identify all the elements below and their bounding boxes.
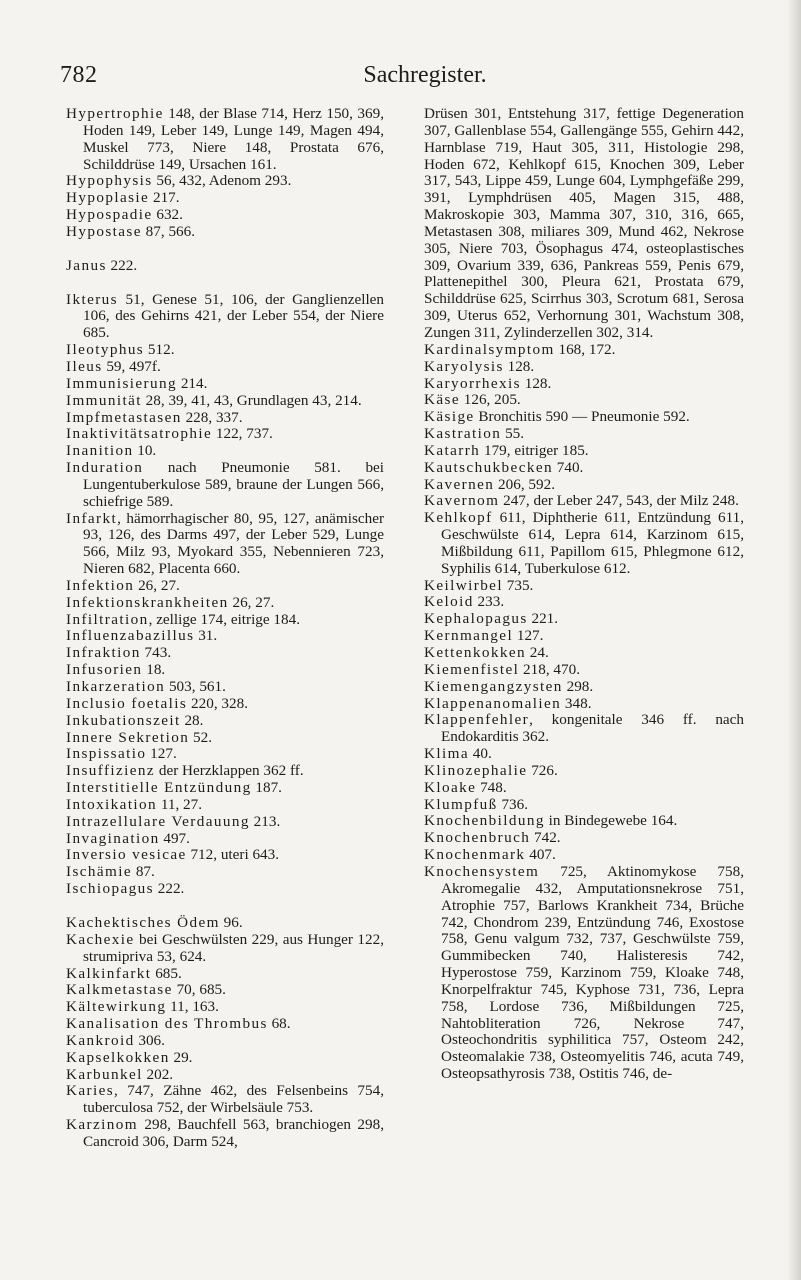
index-entry-term: Impfmetastasen <box>66 408 182 426</box>
index-entry-refs: bei Geschwülsten 229, aus Hunger 122, strumipriva 53, 624. <box>83 930 384 965</box>
index-entry <box>424 696 744 713</box>
index-entry <box>66 578 384 595</box>
index-entry-term: Kavernen <box>424 475 495 493</box>
index-entry-refs: 51, Genese 51, 106, der Ganglienzellen 106, des Gehirns 421, der Leber 554, der Niere 685. <box>83 290 384 342</box>
index-entry-term: Kardinalsymptom <box>424 340 555 358</box>
index-entry <box>424 594 744 611</box>
index-entry-term: Käsige <box>424 408 475 426</box>
index-entry <box>66 207 384 224</box>
index-entry <box>424 662 744 679</box>
index-entry-term: Inversio vesicae <box>66 846 187 864</box>
index-entry-refs: , hämorrhagischer 80, 95, 127, anämischer 93, 126, des Darms 497, der Leber 529, Lunge 566, Milz 93, Myokard 355, Nebennieren 723, Nieren 682, Placenta 660. <box>83 509 384 578</box>
index-entry-refs: 126, 205. <box>459 391 521 409</box>
index-entry <box>424 763 744 780</box>
index-entry-term: Influenzabazillus <box>66 627 195 645</box>
index-entry-refs: 52. <box>189 728 212 746</box>
index-entry-refs: 407. <box>525 846 556 864</box>
index-entry <box>66 797 384 814</box>
index-entry-refs: 187. <box>251 779 282 797</box>
index-entry-refs: 685. <box>151 964 182 982</box>
index-entry <box>424 493 744 510</box>
index-entry <box>424 359 744 376</box>
index-entry-term: Kehlkopf <box>424 509 493 527</box>
index-entry-refs: 228, 337. <box>181 408 243 426</box>
index-entry-refs: 736. <box>497 795 529 813</box>
index-entry-refs: in Bindegewebe 164. <box>544 812 678 830</box>
index-entry-term: Insuffizienz <box>66 762 156 780</box>
index-entry-refs: 148, der Blase 714, Herz 150, 369, Hoden 149, Leber 149, Lunge 149, Magen 494, Muskel 773, Niere 148, Prostata 676, Schilddrüse 149, Ursachen 161. <box>83 105 384 173</box>
index-entry-term: Immunität <box>66 391 142 409</box>
index-entry-refs: 725, Aktinomykose 758, Akromegalie 432, Amputationsnekrose 751, Atrophie 757, Barlows Krankheit 734, Brüche 742, Chondrom 239, Entzündung 746, Exostose 758, Genu valgum 732, 737, Geschwülste 759, Gummibecken 740, Halisteresis 742, Hyperostose 759, Karzinom 759, Kloake 748, Knorpelfraktur 745, Kyphose 731, 736, Lepra 758, Lordose 736, Mißbildungen 725, Nahtobliteration 726, Nekrose 747, Osteochondritis syphilitica 757, Osteom 242, Osteomalakie 738, Osteomyelitis 746, acuta 749, Osteopsathyrosis 738, Ostitis 746, de- <box>441 862 744 1083</box>
section-gap <box>66 898 384 915</box>
index-entry <box>66 292 384 343</box>
index-entry-refs: 68. <box>267 1015 291 1033</box>
index-entry-refs: 55. <box>501 425 525 443</box>
index-entry <box>424 460 744 477</box>
index-entry <box>424 443 744 460</box>
index-entry <box>66 1067 384 1084</box>
index-entry <box>66 612 384 629</box>
index-entry-term: Innere Sekretion <box>66 728 190 746</box>
index-entry <box>424 392 744 409</box>
index-entry-refs: 740. <box>552 458 584 476</box>
index-entry-refs: 735. <box>502 576 534 594</box>
index-entry-refs: 213. <box>249 812 281 830</box>
index-entry <box>424 477 744 494</box>
index-entry <box>424 847 744 864</box>
index-entry-refs: 29. <box>169 1048 193 1066</box>
index-entry-refs: 217. <box>149 189 180 207</box>
index-entry <box>66 645 384 662</box>
index-entry <box>66 831 384 848</box>
index-entry-refs: 26, 27. <box>134 576 180 594</box>
index-entry <box>66 763 384 780</box>
index-entry <box>424 426 744 443</box>
index-entry <box>424 628 744 645</box>
index-entry-refs: 127. <box>513 627 544 645</box>
index-entry-refs: 70, 685. <box>172 981 226 999</box>
index-entry-term: Hypospadie <box>66 206 153 224</box>
index-entry-term: Ileotyphus <box>66 341 145 359</box>
index-entry-refs: 128. <box>520 374 552 392</box>
index-entry-term: Inaktivitätsatrophie <box>66 425 213 443</box>
index-entry-refs: 11, 163. <box>166 998 219 1016</box>
index-entry-term: Induration <box>66 459 144 477</box>
index-entry-refs: 11, 27. <box>157 795 203 813</box>
index-entry <box>66 662 384 679</box>
index-entry-refs: 512. <box>144 341 175 359</box>
index-entry-refs: nach Pneumonie 581. bei Lungentuberkulose 589, braune der Lungen 566, schiefrige 589. <box>83 459 384 510</box>
index-entry-refs: 31. <box>194 627 218 645</box>
index-entry <box>66 224 384 241</box>
index-entry <box>66 460 384 511</box>
index-entry-term: Intoxikation <box>66 795 158 813</box>
index-entry <box>66 1117 384 1151</box>
index-entry-term: Hypophysis <box>66 172 153 190</box>
index-entry <box>66 915 384 932</box>
page-edge-shadow <box>787 0 801 1280</box>
index-entry-term: Infarkt <box>66 509 118 527</box>
index-entry <box>66 847 384 864</box>
index-entry-refs: 59, 497f. <box>102 357 161 375</box>
index-entry <box>66 628 384 645</box>
index-entry-term: Inanition <box>66 442 134 460</box>
index-entry-term: Klinozephalie <box>424 761 528 779</box>
index-entry <box>66 106 384 173</box>
index-entry-term: Karzinom <box>66 1116 138 1134</box>
index-entry-refs: 87. <box>132 863 155 881</box>
index-entry-term: Klima <box>424 745 469 763</box>
index-entry-term: Kloake <box>424 778 477 796</box>
index-entry-refs: , kongenitale 346 ff. nach Endokarditis 362. <box>441 711 744 746</box>
index-entry <box>66 679 384 696</box>
index-entry <box>66 864 384 881</box>
index-entry <box>424 797 744 814</box>
index-entry <box>66 190 384 207</box>
index-entry-refs: 28, 39, 41, 43, Grundlagen 43, 214. <box>141 391 362 409</box>
index-entry-refs: 56, 432, Adenom 293. <box>152 172 292 190</box>
index-entry <box>424 106 744 342</box>
index-entry-refs: 748. <box>476 778 507 796</box>
index-entry-term: Kachexie <box>66 930 135 948</box>
index-entry-term: Karyolysis <box>424 357 504 375</box>
index-entry-refs: 221. <box>527 610 559 628</box>
index-entry-refs: 497. <box>159 829 190 847</box>
index-entry-refs: Drüsen 301, Entstehung 317, fettige Degeneration 307, Gallenblase 554, Gallengänge 555, Gehirn 442, Harnblase 719, Haut 305, 311, Histologie 298, Hoden 672, Kehlkopf 615, Knochen 309, Leber 317, 543, Lippe 459, Lunge 604, Lymphgefäße 299, 391, Lymphdrüsen 405, Magen 315, 488, Makroskopie 303, Mamma 307, 310, 316, 665, Metastasen 308, miliares 309, Mund 462, Nekrose 305, Niere 703, Ösophagus 474, osteoplastisches 309, Ovarium 339, 636, Pankreas 559, Penis 679, Plattenepithel 300, Pleura 621, Prostata 679, Schilddrüse 625, Scirrhus 303, Scrotum 681, Serosa 309, Uterus 652, Verhornung 301, Wachstum 308, Zungen 311, Zylinderzellen 302, 314. <box>424 105 744 341</box>
index-entry-term: Hypoplasie <box>66 189 150 207</box>
index-entry <box>66 730 384 747</box>
index-entry-term: Interstitielle Entzündung <box>66 779 252 797</box>
index-entry-term: Kachektisches Ödem <box>66 913 220 931</box>
index-entry-refs: 632. <box>152 206 183 224</box>
section-gap <box>66 275 384 292</box>
index-entry-term: Infiltration <box>66 610 149 628</box>
index-entry-refs: 298, Bauchfell 563, branchiogen 298, Cancroid 306, Darm 524, <box>83 1116 384 1150</box>
index-entry-term: Karies <box>66 1082 115 1100</box>
index-entry-refs: 306. <box>134 1031 165 1049</box>
index-entry <box>424 864 744 1083</box>
index-entry <box>66 696 384 713</box>
index-entry-refs: 503, 561. <box>165 678 226 695</box>
index-entry <box>424 376 744 393</box>
index-entry-term: Kiemenfistel <box>424 660 520 678</box>
index-entry <box>66 511 384 578</box>
index-entry-refs: 726. <box>527 761 558 779</box>
index-entry-refs: 247, der Leber 247, 543, der Milz 248. <box>499 492 739 510</box>
index-entry-term: Inkubationszeit <box>66 711 181 729</box>
index-entry-term: Klumpfuß <box>424 795 498 813</box>
index-entry-refs: 222. <box>153 880 185 898</box>
running-title: Sachregister. <box>363 62 487 88</box>
index-entry-term: Kältewirkung <box>66 998 167 1016</box>
index-entry-refs: 10. <box>133 442 157 460</box>
index-entry <box>66 780 384 797</box>
index-entry-refs: 743. <box>140 644 172 662</box>
index-entry-term: Kernmangel <box>424 627 514 645</box>
index-entry-refs: , 747, Zähne 462, des Felsenbeins 754, tuberculosa 752, der Wirbelsäule 753. <box>83 1082 384 1117</box>
index-entry <box>66 393 384 410</box>
index-entry-term: Karyorrhexis <box>424 374 521 392</box>
index-entry <box>424 611 744 628</box>
index-entry-term: Infraktion <box>66 644 141 662</box>
index-column-right <box>424 106 744 1083</box>
index-entry-term: Kautschukbecken <box>424 458 553 476</box>
index-entry-term: Knochenbruch <box>424 829 531 847</box>
index-entry-term: Kavernom <box>424 492 500 510</box>
index-entry-term: Intrazellulare Verdauung <box>66 812 250 830</box>
index-entry-refs: 214. <box>177 374 208 392</box>
index-entry-refs: Bronchitis 590 — Pneumonie 592. <box>474 408 690 426</box>
index-entry <box>66 359 384 376</box>
index-entry <box>424 813 744 830</box>
index-entry-refs: 127. <box>146 745 177 763</box>
index-entry <box>66 999 384 1016</box>
index-entry <box>66 595 384 612</box>
index-entry-refs: 611, Diphtherie 611, Entzündung 611, Geschwülste 614, Lepra 614, Karzinom 615, Mißbildung 611, Papillom 615, Phlegmone 612, Syphilis 614, Tuberkulose 612. <box>441 509 744 577</box>
index-entry-refs: 233. <box>473 593 505 611</box>
index-entry-refs: 24. <box>526 644 549 661</box>
index-entry <box>424 679 744 696</box>
index-entry <box>66 966 384 983</box>
index-entry-term: Karbunkel <box>66 1065 143 1083</box>
page-header <box>60 62 780 92</box>
index-column-left <box>66 106 384 1151</box>
index-entry-refs: 742. <box>530 829 561 847</box>
index-entry-term: Infektion <box>66 576 135 594</box>
index-entry-term: Knochenbildung <box>424 812 545 830</box>
index-entry <box>424 712 744 746</box>
index-entry-term: Kapselkokken <box>66 1048 170 1066</box>
index-entry <box>424 645 744 662</box>
index-entry <box>66 426 384 443</box>
index-entry <box>424 780 744 797</box>
index-entry-refs: 298. <box>562 677 594 695</box>
index-entry <box>66 1083 384 1117</box>
index-entry <box>66 982 384 999</box>
section-gap <box>66 241 384 258</box>
index-entry <box>66 1016 384 1033</box>
index-entry <box>424 510 744 577</box>
index-entry-term: Klappenanomalien <box>424 694 562 712</box>
index-entry-term: Inkarzeration <box>66 678 166 695</box>
index-entry <box>66 342 384 359</box>
index-entry-term: Hypertrophie <box>66 105 164 122</box>
index-entry-term: Kanalisation des Thrombus <box>66 1015 268 1033</box>
index-entry-refs: 712, uteri 643. <box>186 846 280 864</box>
index-entry-refs: 26, 27. <box>228 593 275 611</box>
index-entry-term: Kiemengangzysten <box>424 677 563 695</box>
index-entry-refs: 40. <box>468 745 492 763</box>
index-entry <box>66 173 384 190</box>
index-entry-refs: 218, 470. <box>519 660 580 678</box>
index-entry <box>66 713 384 730</box>
index-entry <box>424 578 744 595</box>
index-entry <box>66 443 384 460</box>
index-entry-refs: 28. <box>180 711 204 729</box>
index-entry-term: Keloid <box>424 593 474 611</box>
index-entry-refs: 122, 737. <box>212 425 273 443</box>
index-entry-term: Kastration <box>424 425 502 443</box>
index-entry-term: Kalkmetastase <box>66 981 173 999</box>
index-entry-refs: 206, 592. <box>494 475 555 493</box>
index-entry <box>424 746 744 763</box>
index-entry-refs: 220, 328. <box>187 694 248 712</box>
index-entry-refs: , zellige 174, eitrige 184. <box>148 610 301 628</box>
index-entry <box>66 376 384 393</box>
index-entry <box>66 1050 384 1067</box>
index-entry-term: Hypostase <box>66 222 142 240</box>
index-entry-refs: 128. <box>503 357 535 375</box>
index-entry <box>424 342 744 359</box>
index-entry-term: Janus <box>66 256 107 274</box>
index-entry-term: Infektionskrankheiten <box>66 593 229 611</box>
index-entry <box>424 409 744 426</box>
index-entry-refs: 96. <box>219 913 243 931</box>
index-entry-refs: 168, 172. <box>554 340 616 358</box>
index-entry-term: Kephalopagus <box>424 610 528 628</box>
index-entry <box>66 814 384 831</box>
index-entry-term: Inclusio foetalis <box>66 694 188 712</box>
index-entry-term: Klappenfehler <box>424 711 530 729</box>
index-entry <box>66 258 384 275</box>
index-entry-refs: 202. <box>142 1065 174 1083</box>
index-entry-refs: 179, eitriger 185. <box>480 441 589 459</box>
index-entry-term: Kankroid <box>66 1031 135 1049</box>
index-entry-term: Keilwirbel <box>424 576 503 594</box>
index-entry-term: Ischämie <box>66 863 133 881</box>
index-entry-refs: 87, 566. <box>141 222 196 240</box>
index-entry-term: Knochensystem <box>424 862 540 880</box>
index-entry-term: Katarrh <box>424 441 481 459</box>
index-entry-refs: 348. <box>561 694 592 712</box>
index-entry <box>66 410 384 427</box>
index-entry-refs: der Herzklappen 362 ff. <box>155 762 304 780</box>
index-entry-term: Ischiopagus <box>66 880 154 898</box>
index-entry-term: Invagination <box>66 829 160 847</box>
index-entry <box>66 932 384 966</box>
index-entry-term: Käse <box>424 391 460 409</box>
index-entry-refs: 18. <box>142 661 166 679</box>
index-entry-term: Knochenmark <box>424 846 526 864</box>
index-entry-refs: 222. <box>106 256 138 274</box>
index-entry-term: Kettenkokken <box>424 644 526 661</box>
index-entry-term: Immunisierung <box>66 374 178 392</box>
index-entry-term: Inspissatio <box>66 745 147 763</box>
index-entry-term: Ileus <box>66 357 103 375</box>
index-entry-term: Kalkinfarkt <box>66 964 152 982</box>
page-number: 782 <box>60 62 98 88</box>
index-entry-term: Ikterus <box>66 290 118 308</box>
index-entry <box>424 830 744 847</box>
index-entry <box>66 746 384 763</box>
index-entry-term: Infusorien <box>66 661 143 679</box>
index-entry <box>66 1033 384 1050</box>
index-entry <box>66 881 384 898</box>
